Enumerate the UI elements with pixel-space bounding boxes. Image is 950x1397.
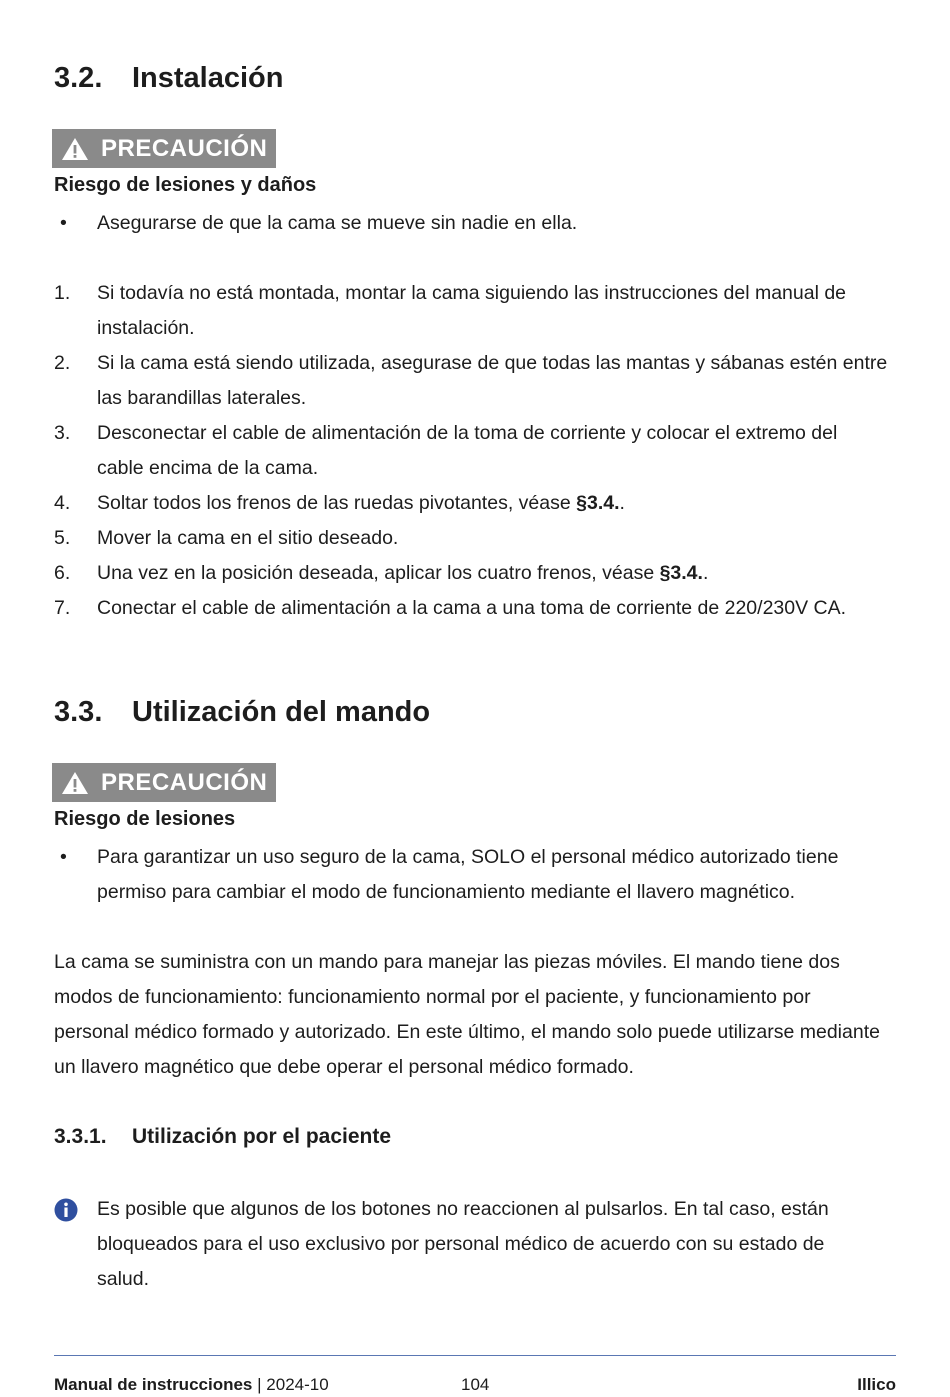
warning-icon <box>61 771 89 795</box>
caution-label: PRECAUCIÓN <box>101 134 268 162</box>
section-number: 3.3. <box>54 696 103 728</box>
list-item: 3. Desconectar el cable de alimentación de la toma de corriente y colocar el extremo del cable encima de la cama. <box>54 422 838 479</box>
section-3-3-1-heading <box>54 1125 654 1153</box>
section-title: Utilización del mando <box>132 696 431 728</box>
bullet-item: • Para garantizar un uso seguro de la cama, SOLO el personal médico autorizado tiene permiso para cambiar el modo de funcionamiento mediante el llavero magnético. <box>54 840 904 910</box>
footer-manual: Manual de instrucciones | 2024-10 <box>54 1375 329 1394</box>
risk-title: Riesgo de lesiones y daños <box>54 174 317 196</box>
footer-date: 2024-10 <box>266 1375 329 1394</box>
section-3-3-heading <box>54 696 654 732</box>
section-3-2-heading <box>54 62 654 98</box>
info-note: Es posible que algunos de los botones no reaccionen al pulsarlos. En tal caso, están bloqueados para el uso exclusivo por personal médico de acuerdo con su estado de salud. <box>54 1192 904 1297</box>
footer-rule <box>54 1355 896 1356</box>
warning-icon <box>61 137 89 161</box>
section-title: Instalación <box>132 62 284 94</box>
bullet-marker: • <box>60 846 67 868</box>
caution-banner <box>52 129 276 168</box>
list-item: 2. Si la cama está siendo utilizada, asegurase de que todas las mantas y sábanas estén entre las barandillas laterales. <box>54 352 888 409</box>
list-item: 5. Mover la cama en el sitio deseado. <box>54 527 399 549</box>
info-icon <box>54 1198 78 1222</box>
page-number: 104 <box>461 1375 490 1394</box>
list-item: 1. Si todavía no está montada, montar la cama siguiendo las instrucciones del manual de instalación. <box>54 282 847 339</box>
footer-separator: | <box>257 1375 262 1394</box>
bullet-marker: • <box>60 212 67 234</box>
caution-label: PRECAUCIÓN <box>101 768 268 796</box>
section-reference-link[interactable]: §3.4. <box>659 562 703 584</box>
footer-product: Illico <box>857 1375 896 1394</box>
list-item: 4. Soltar todos los frenos de las ruedas pivotantes, véase §3.4.. <box>54 492 625 514</box>
section-number: 3.3.1. <box>54 1125 107 1148</box>
body-paragraph: La cama se suministra con un mando para manejar las piezas móviles. El mando tiene dos modos de funcionamiento: funcionamiento normal por el paciente, y funcionamiento por personal médico formado y autorizado. En este último, el mando solo puede utilizarse mediante un llavero magnético que debe operar el personal médico formado. <box>54 951 880 1078</box>
risk-title: Riesgo de lesiones <box>54 808 236 830</box>
caution-banner <box>52 763 276 802</box>
bullet-item: • Asegurarse de que la cama se mueve sin nadie en ella. <box>54 206 904 241</box>
section-title: Utilización por el paciente <box>132 1125 392 1148</box>
section-number: 3.2. <box>54 62 103 94</box>
section-reference-link[interactable]: §3.4. <box>576 492 620 514</box>
list-item: 7. Conectar el cable de alimentación a la cama a una toma de corriente de 220/230V CA. <box>54 597 847 619</box>
list-item: 6. Una vez en la posición deseada, aplicar los cuatro frenos, véase §3.4.. <box>54 562 709 584</box>
